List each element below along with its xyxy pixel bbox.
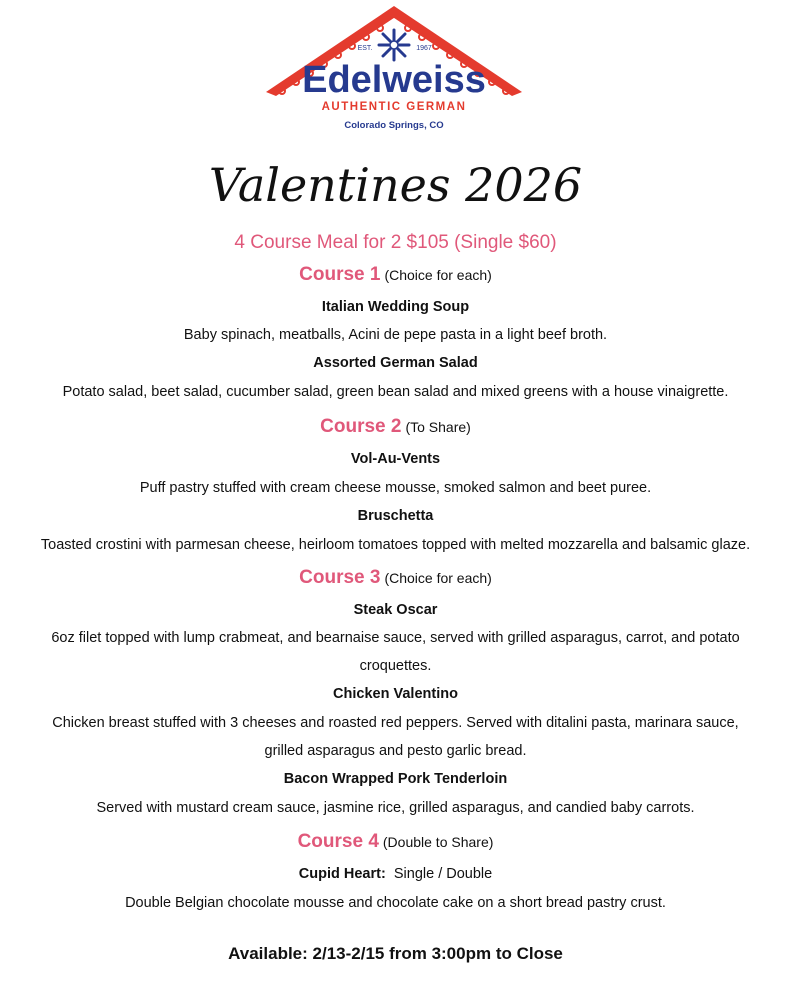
dish-name: Assorted German Salad [313, 355, 478, 371]
dish-description: Double Belgian chocolate mousse and chocolate cake on a short bread pastry crust. [125, 895, 666, 911]
availability-note: Available: 2/13-2/15 from 3:00pm to Close [228, 944, 563, 963]
dish-description: Puff pastry stuffed with cream cheese mousse, smoked salmon and beet puree. [139, 480, 652, 496]
dish-name: Steak Oscar [353, 602, 438, 618]
dish-description: Potato salad, beet salad, cucumber salad, green bean salad and mixed greens with a house vinaigrette. [62, 384, 729, 400]
dish-description-cont: croquettes. [359, 658, 432, 674]
menu-subtitle: 4 Course Meal for 2 $105 (Single $60) [234, 232, 557, 253]
dessert-line [0, 866, 791, 882]
logo-location: Colorado Springs, CO [344, 120, 444, 131]
course-4-heading: Course 4 (Double to Share) [297, 831, 494, 852]
dish-name: Bruschetta [357, 508, 434, 524]
dish-name: Cupid Heart: [298, 866, 386, 882]
course-1-heading: Course 1 (Choice for each) [299, 264, 492, 285]
svg-text:EST.: EST. [357, 45, 373, 52]
dish-name: Vol-Au-Vents [350, 451, 441, 467]
dish-options: Single / Double [393, 866, 493, 882]
dish-description: Baby spinach, meatballs, Acini de pepe pasta in a light beef broth. [183, 327, 608, 343]
course-2-heading: Course 2 (To Share) [320, 416, 471, 437]
dish-description-cont: grilled asparagus and pesto garlic bread. [264, 743, 527, 759]
edelweiss-logo [262, 4, 526, 136]
dish-name: Bacon Wrapped Pork Tenderloin [283, 771, 508, 787]
menu-title: Valentines 2026 [208, 158, 583, 212]
dish-description: Toasted crostini with parmesan cheese, heirloom tomatoes topped with melted mozzarella and balsamic glaze. [40, 537, 751, 553]
course-3-heading: Course 3 (Choice for each) [299, 567, 492, 588]
dish-description: Served with mustard cream sauce, jasmine rice, grilled asparagus, and candied baby carrots. [96, 800, 695, 816]
svg-text:1967: 1967 [416, 45, 432, 52]
dish-name: Italian Wedding Soup [321, 299, 470, 315]
chalet-roof-icon [262, 4, 526, 136]
dish-description: Chicken breast stuffed with 3 cheeses and roasted red peppers. Served with ditalini pasta, marinara sauce, [52, 715, 739, 731]
logo-tagline: AUTHENTIC GERMAN [321, 101, 467, 113]
logo-name: Edelweiss [302, 59, 486, 101]
dish-description: 6oz filet topped with lump crabmeat, and bearnaise sauce, served with grilled asparagus, carrot, and potato [51, 630, 740, 646]
dish-name: Chicken Valentino [333, 686, 458, 702]
